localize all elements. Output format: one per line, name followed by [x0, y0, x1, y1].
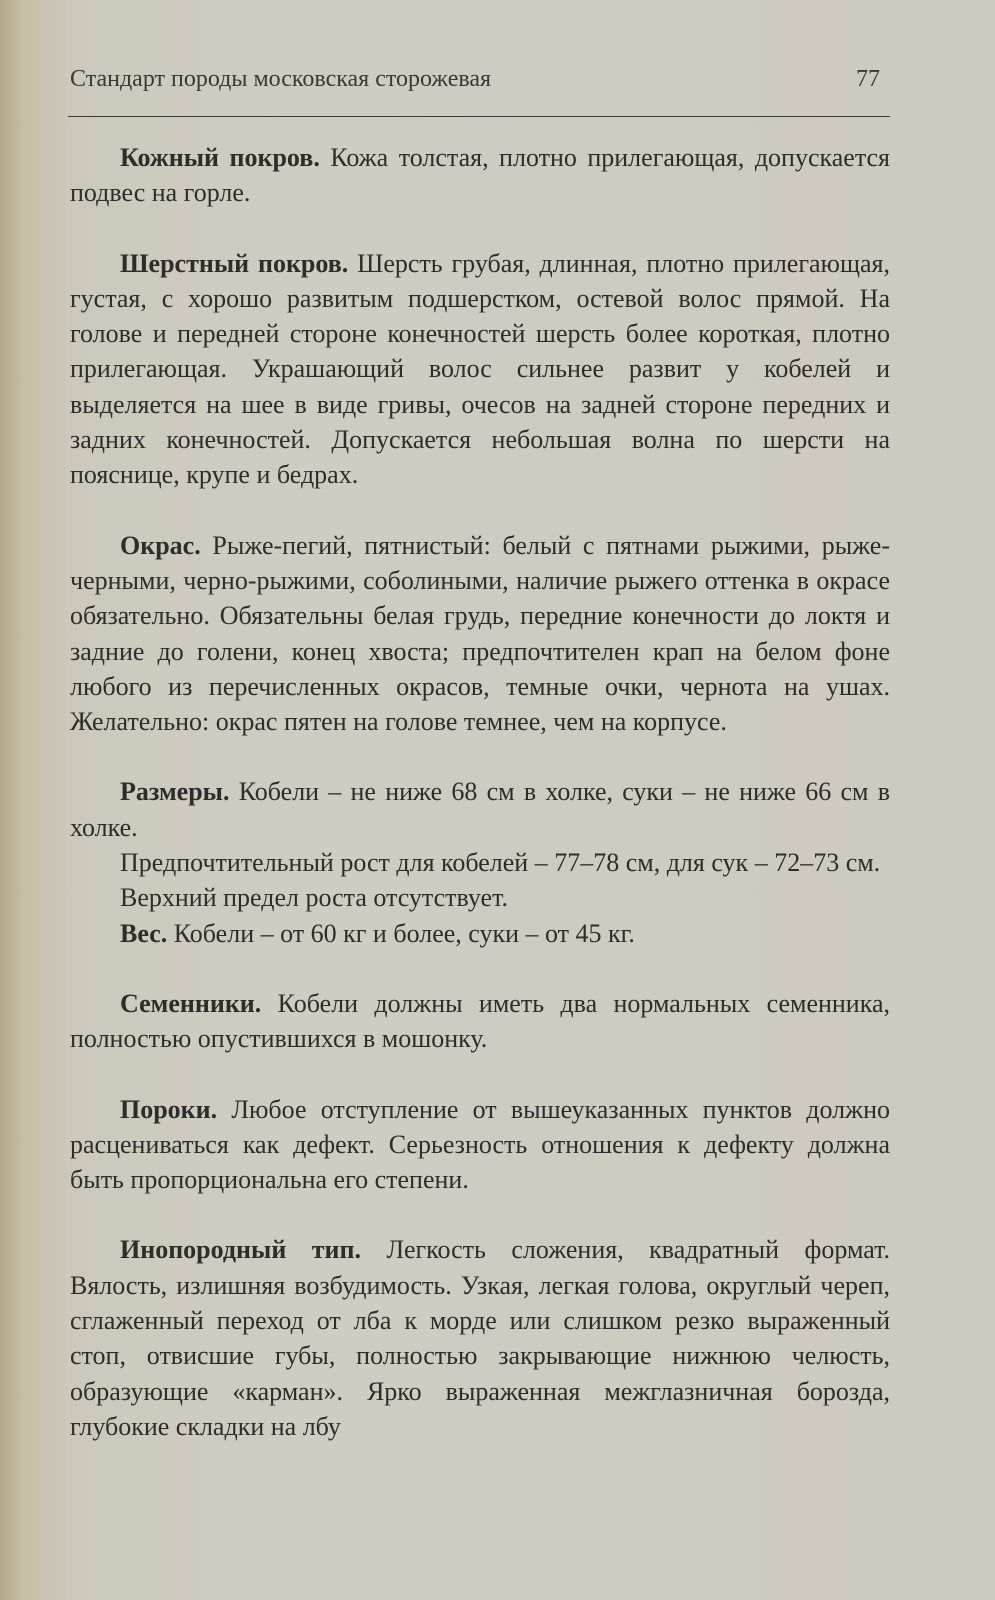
section-text: Рыже-пегий, пятнистый: белый с пятнами рыжими, рыже-черными, черно-рыжими, соболиными, наличие рыжего оттенка в окрасе обязательно. Обязательны белая грудь, передние конечности до локтя и задние до голени, конец хвоста; предпочтителен крап на белом фоне любого из перечисленных окрасов, темные очки, чернота на ушах. Желательно: окрас пятен на голове темнее, чем на корпусе.	[70, 530, 891, 737]
section-text: Кожа толстая, плотно прилегающая, допускается подвес на горле.	[70, 143, 891, 208]
section-text: Шерсть грубая, длинная, плотно прилегающая, густая, с хорошо развитым подшерстком, остевой волос прямой. На голове и передней стороне конечностей шерсть более короткая, плотно прилегающая. Украшающий волос сильнее развит у кобелей и выделяется на шее в виде гривы, очесов на задней стороне передних и задних конечностей. Допускается небольшая волна по шерсти на пояснице, крупе и бедрах.	[70, 248, 890, 490]
section-size	[70, 774, 890, 845]
section-skin	[70, 140, 890, 211]
section-atypical	[70, 1232, 890, 1444]
section-text: Кобели – от 60 кг и более, суки – от 45 кг.	[173, 918, 635, 948]
page-body	[70, 140, 890, 1444]
section-text: Кобели – не ниже 68 см в холке, суки – не ниже 66 см в холке.	[70, 777, 891, 842]
section-term: Семенники.	[120, 988, 262, 1018]
section-text: Легкость сложения, квадратный формат. Вялость, излишняя возбудимость. Узкая, легкая голова, округлый череп, сглаженный переход от лба к морде или слишком резко выраженный стоп, отвисшие губы, полностью закрывающие нижнюю челюсть, образующие «карман». Ярко выраженная межглазничная борозда, глубокие складки на лбу	[70, 1235, 891, 1441]
section-term: Пороки.	[120, 1094, 218, 1124]
section-term: Кожный покров.	[120, 143, 320, 172]
running-header	[68, 64, 890, 117]
section-coat	[70, 246, 890, 493]
section-term: Размеры.	[120, 777, 230, 807]
section-color	[70, 528, 890, 740]
section-term: Шерстный покров.	[120, 248, 349, 278]
section-text: Любое отступление от вышеуказанных пунктов должно расцениваться как дефект. Серьезность отношения к дефекту должна быть пропорциональна его степени.	[70, 1094, 890, 1195]
section-text: Кобели должны иметь два нормальных семенника, полностью опустившихся в мошонку.	[70, 988, 891, 1054]
section-weight	[70, 916, 890, 951]
section-size-preferred: Предпочтительный рост для кобелей – 77–78 см, для сук – 72–73 см.	[120, 848, 881, 878]
section-term: Инопородный тип.	[120, 1235, 362, 1265]
section-testicles	[70, 986, 890, 1057]
header-title: Стандарт породы московская сторожевая	[70, 66, 492, 92]
section-size-upper-limit: Верхний предел роста отсутствует.	[120, 883, 508, 913]
section-term: Окрас.	[120, 530, 201, 560]
section-term: Вес.	[120, 918, 168, 948]
section-faults	[70, 1092, 890, 1198]
page-number: 77	[856, 66, 880, 92]
